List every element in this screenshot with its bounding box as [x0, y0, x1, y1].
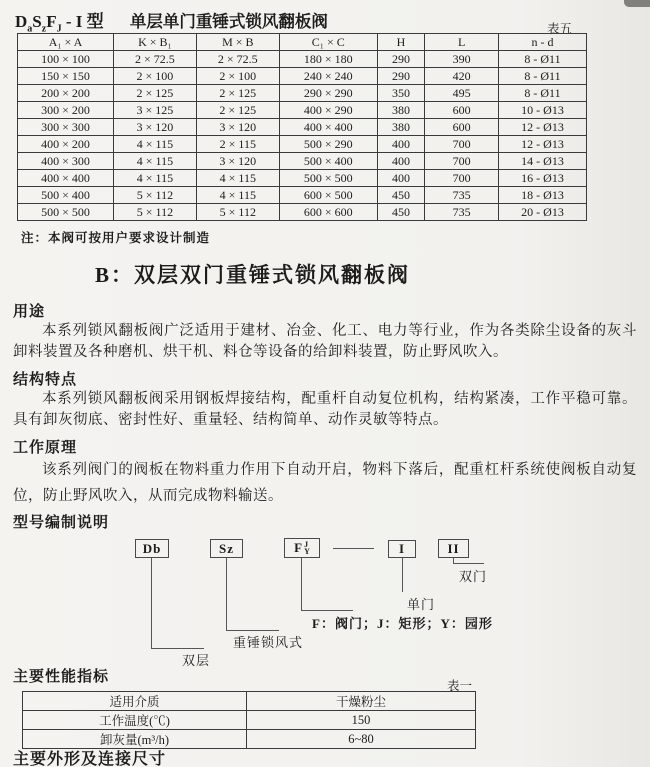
table-note: 注：本阀可按用户要求设计制造 [21, 231, 211, 245]
heading-usage: 用途 [13, 303, 46, 320]
spec-cell: 400 [377, 170, 425, 187]
diagram-line-sz-h [226, 630, 279, 631]
spec-cell: 2 × 72.5 [196, 51, 279, 68]
spec-cell: 240 × 240 [279, 68, 377, 85]
spec-cell: 5 × 112 [196, 204, 279, 221]
spec-cell: 3 × 125 [114, 102, 197, 119]
spec-cell: 400 × 400 [18, 170, 114, 187]
spec-cell: 400 [377, 153, 425, 170]
diagram-line-single-v [402, 558, 403, 592]
spec-cell: 200 × 200 [18, 85, 114, 102]
diagram-box-sz: Sz [210, 539, 243, 558]
spec-cell: 290 [377, 51, 425, 68]
spec-cell: 4 × 115 [114, 136, 197, 153]
spec-cell: 300 × 300 [18, 119, 114, 136]
spec-cell: 5 × 112 [114, 187, 197, 204]
perf-value-cell: 6~80 [247, 730, 476, 749]
spec-cell: 3 × 120 [114, 119, 197, 136]
heading-structure: 结构特点 [13, 371, 78, 388]
perf-name-cell: 工作温度(℃) [23, 711, 247, 730]
spec-cell: 12 - Ø13 [499, 136, 587, 153]
diagram-box-f-sup: J [304, 540, 309, 549]
spec-cell: 4 × 115 [196, 170, 279, 187]
spec-cell: 5 × 112 [114, 204, 197, 221]
perf-name-cell: 适用介质 [23, 692, 247, 711]
spec-column-header: C₁ × C [279, 34, 377, 51]
spec-cell: 400 [377, 136, 425, 153]
scan-artifact [624, 0, 650, 7]
table5-label: 表五 [546, 22, 572, 36]
spec-column-header: A₁ × A [18, 34, 114, 51]
table-row [18, 119, 587, 136]
heading-performance: 主要性能指标 [13, 668, 110, 685]
paragraph-principle: 该系列阀门的阀板在物料重力作用下自动开启，物料下落后，配重杠杆系统使阀板自动复位，防止野风吹入，从而完成物料输送。 [13, 462, 637, 504]
heading-model-designation: 型号编制说明 [13, 514, 110, 531]
spec-cell: 735 [425, 187, 499, 204]
spec-cell: 450 [377, 204, 425, 221]
perf-row [23, 692, 476, 711]
page-title [15, 7, 328, 34]
spec-cell: 500 × 500 [279, 170, 377, 187]
spec-cell: 290 [377, 68, 425, 85]
spec-cell: 600 [425, 102, 499, 119]
paragraph-structure: 本系列锁风翻板阀采用钢板焊接结构，配重杆自动复位机构，结构紧凑，工作平稳可靠。具有卸灰彻底、密封性好、重量轻、结构简单、动作灵敏等特点。 [13, 391, 637, 428]
diagram-label-single-door: 单门 [407, 597, 436, 612]
spec-column-header: K × B₁ [114, 34, 197, 51]
spec-cell: 4 × 115 [196, 187, 279, 204]
perf-row [23, 711, 476, 730]
spec-cell: 18 - Ø13 [499, 187, 587, 204]
spec-cell: 8 - Ø11 [499, 85, 587, 102]
diagram-box-f-sub: Y [304, 547, 310, 556]
diagram-dash-line [333, 548, 374, 549]
spec-cell: 12 - Ø13 [499, 119, 587, 136]
heading-outline-dimensions: 主要外形及连接尺寸 [13, 751, 167, 767]
spec-cell: 700 [425, 136, 499, 153]
spec-cell: 495 [425, 85, 499, 102]
spec-column-header: H [377, 34, 425, 51]
heading-principle: 工作原理 [13, 439, 78, 456]
spec-cell: 3 × 120 [196, 119, 279, 136]
spec-cell: 10 - Ø13 [499, 102, 587, 119]
table-row [18, 136, 587, 153]
diagram-line-db-v [151, 558, 152, 648]
spec-cell: 500 × 400 [18, 187, 114, 204]
model-code-suffix: - I 型 [65, 12, 104, 31]
spec-cell: 8 - Ø11 [499, 68, 587, 85]
diagram-label-double-layer: 双层 [182, 653, 211, 668]
diagram-line-db-h [151, 648, 204, 649]
table-row [18, 85, 587, 102]
table-row [18, 204, 587, 221]
spec-cell: 500 × 400 [279, 153, 377, 170]
spec-cell: 2 × 100 [114, 68, 197, 85]
table-row [18, 68, 587, 85]
spec-cell: 8 - Ø11 [499, 51, 587, 68]
diagram-line-f-v [301, 558, 302, 610]
spec-cell: 400 × 200 [18, 136, 114, 153]
diagram-line-sz-v [226, 558, 227, 630]
spec-cell: 2 × 125 [114, 85, 197, 102]
diagram-label-double-door: 双门 [459, 569, 488, 584]
spec-cell: 3 × 120 [196, 153, 279, 170]
table-row [18, 170, 587, 187]
spec-cell: 290 × 290 [279, 85, 377, 102]
spec-cell: 390 [425, 51, 499, 68]
table1-label: 表一 [446, 679, 472, 693]
spec-column-header: L [425, 34, 499, 51]
spec-cell: 400 × 400 [279, 119, 377, 136]
diagram-box-double: II [438, 539, 469, 558]
spec-cell: 2 × 72.5 [114, 51, 197, 68]
spec-cell: 4 × 115 [114, 170, 197, 187]
spec-cell: 16 - Ø13 [499, 170, 587, 187]
table-row [18, 51, 587, 68]
diagram-box-f [284, 538, 320, 558]
perf-name-cell: 卸灰量(m³/h) [23, 730, 247, 749]
performance-table [22, 691, 476, 749]
model-code: $D_aS_zF_J$ - I 型 [15, 12, 104, 35]
spec-cell: 20 - Ø13 [499, 204, 587, 221]
spec-cell: 2 × 125 [196, 102, 279, 119]
spec-cell: 2 × 125 [196, 85, 279, 102]
spec-cell: 2 × 115 [196, 136, 279, 153]
diagram-box-f-stack [304, 541, 310, 555]
spec-cell: 350 [377, 85, 425, 102]
perf-value-cell: 干燥粉尘 [247, 692, 476, 711]
spec-cell: 735 [425, 204, 499, 221]
spec-cell: 600 × 600 [279, 204, 377, 221]
diagram-box-single: I [388, 540, 416, 558]
spec-cell: 380 [377, 119, 425, 136]
table-row [18, 187, 587, 204]
spec-cell: 150 × 150 [18, 68, 114, 85]
spec-cell: 2 × 100 [196, 68, 279, 85]
spec-cell: 300 × 200 [18, 102, 114, 119]
paragraph-usage: 本系列锁风翻板阀广泛适用于建材、冶金、化工、电力等行业，作为各类除尘设备的灰斗卸料装置及各种磨机、烘干机、料仓等设备的给卸料装置，防止野风吹入。 [13, 323, 637, 360]
spec-cell: 600 [425, 119, 499, 136]
valve-type-title: 单层单门重锤式锁风翻板阀 [129, 13, 328, 31]
diagram-line-f-h [301, 610, 353, 611]
spec-cell: 600 × 500 [279, 187, 377, 204]
spec-cell: 500 × 290 [279, 136, 377, 153]
diagram-box-db: Db [135, 539, 169, 558]
section-b-title: B：双层双门重锤式锁风翻板阀 [94, 263, 410, 287]
spec-cell: 400 × 300 [18, 153, 114, 170]
diagram-line-double-h [453, 563, 484, 564]
spec-column-header: M × B [196, 34, 279, 51]
table-row [18, 102, 587, 119]
spec-cell: 700 [425, 170, 499, 187]
spec-cell: 4 × 115 [114, 153, 197, 170]
spec-cell: 380 [377, 102, 425, 119]
spec-column-header: n - d [499, 34, 587, 51]
dimension-spec-table [17, 33, 587, 221]
diagram-box-f-base: F [294, 540, 303, 555]
diagram-label-f-legend: F：阀门；J：矩形；Y：园形 [312, 616, 493, 631]
perf-value-cell: 150 [247, 711, 476, 730]
spec-cell: 14 - Ø13 [499, 153, 587, 170]
spec-cell: 180 × 180 [279, 51, 377, 68]
spec-table-head-row [18, 34, 587, 51]
table-row [18, 153, 587, 170]
diagram-label-hammer-type: 重锤锁风式 [233, 635, 304, 650]
model-designation-diagram [0, 535, 650, 667]
spec-cell: 400 × 290 [279, 102, 377, 119]
spec-cell: 420 [425, 68, 499, 85]
spec-cell: 700 [425, 153, 499, 170]
spec-cell: 450 [377, 187, 425, 204]
spec-cell: 500 × 500 [18, 204, 114, 221]
spec-cell: 100 × 100 [18, 51, 114, 68]
